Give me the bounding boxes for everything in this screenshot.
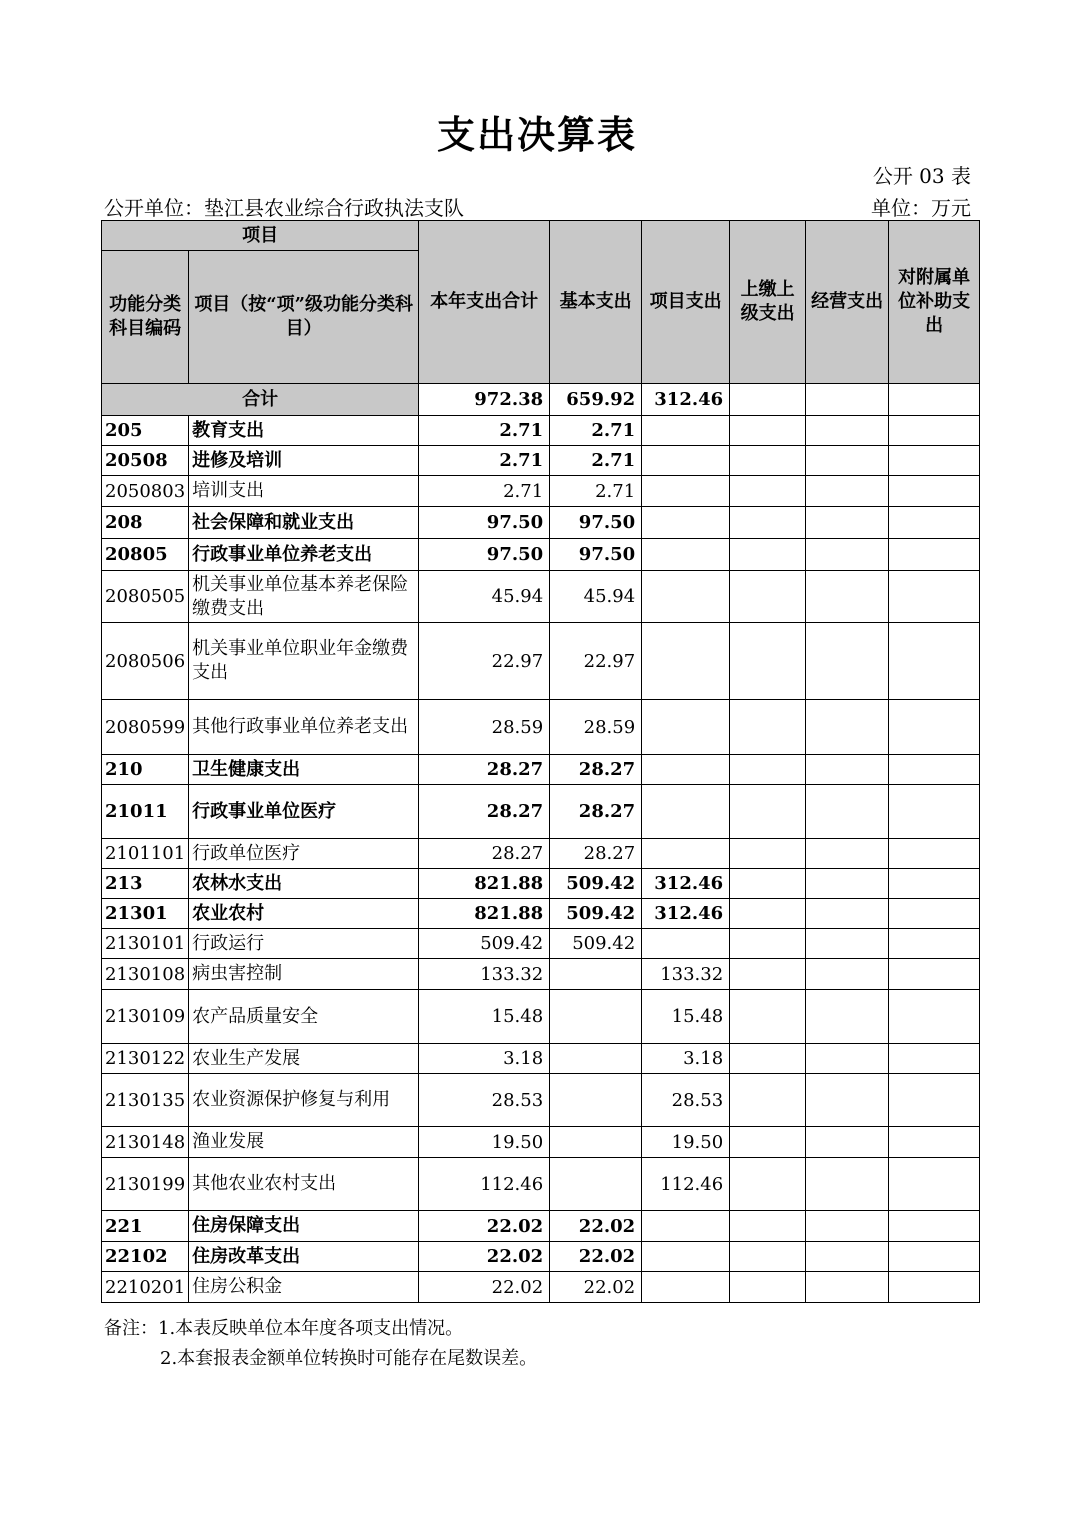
basic-cell xyxy=(550,959,642,990)
total-cell: 19.50 xyxy=(419,1127,550,1158)
business-cell xyxy=(806,507,889,539)
name-cell: 农产品质量安全 xyxy=(189,990,419,1044)
name-cell: 住房改革支出 xyxy=(189,1242,419,1272)
total-cell: 133.32 xyxy=(419,959,550,990)
project-cell: 3.18 xyxy=(642,1044,730,1074)
business-cell xyxy=(806,839,889,869)
business-cell xyxy=(806,1127,889,1158)
table-row xyxy=(102,959,980,990)
table-row xyxy=(102,839,980,869)
business-cell xyxy=(806,1074,889,1127)
total-cell: 15.48 xyxy=(419,990,550,1044)
upper-cell xyxy=(730,571,806,623)
code-cell: 2080506 xyxy=(102,623,189,700)
upper-cell xyxy=(730,1127,806,1158)
table-row xyxy=(102,990,980,1044)
basic-cell: 2.71 xyxy=(550,416,642,446)
note-2: 2.本套报表金额单位转换时可能存在尾数误差。 xyxy=(160,1348,538,1369)
code-cell: 22102 xyxy=(102,1242,189,1272)
form-number: 公开 03 表 xyxy=(872,164,971,188)
project-cell xyxy=(642,839,730,869)
total-cell: 112.46 xyxy=(419,1158,550,1211)
business-cell xyxy=(806,1211,889,1242)
code-cell: 21301 xyxy=(102,899,189,929)
subsidy-cell xyxy=(889,571,980,623)
basic-cell xyxy=(550,1127,642,1158)
name-cell: 其他农业农村支出 xyxy=(189,1158,419,1211)
basic-cell: 28.59 xyxy=(550,700,642,755)
code-cell: 2210201 xyxy=(102,1272,189,1303)
basic-cell: 45.94 xyxy=(550,571,642,623)
upper-cell xyxy=(730,929,806,959)
notes xyxy=(104,1314,537,1374)
total-cell: 2.71 xyxy=(419,416,550,446)
project-cell: 15.48 xyxy=(642,990,730,1044)
upper-cell xyxy=(730,899,806,929)
name-cell: 社会保障和就业支出 xyxy=(189,507,419,539)
table-row xyxy=(102,1242,980,1272)
total-cell: 509.42 xyxy=(419,929,550,959)
currency-unit: 单位：万元 xyxy=(871,196,971,220)
upper-cell xyxy=(730,1158,806,1211)
table-row xyxy=(102,1044,980,1074)
table-row xyxy=(102,446,980,476)
table-row xyxy=(102,785,980,839)
total-cell: 28.27 xyxy=(419,755,550,785)
project-cell xyxy=(642,476,730,507)
subsidy-cell xyxy=(889,1242,980,1272)
project-cell: 19.50 xyxy=(642,1127,730,1158)
business-cell xyxy=(806,785,889,839)
subsidy-cell xyxy=(889,755,980,785)
subsidy-cell xyxy=(889,959,980,990)
upper-cell xyxy=(730,1074,806,1127)
project-cell xyxy=(642,623,730,700)
summary-basic: 659.92 xyxy=(550,384,642,416)
header-total: 本年支出合计 xyxy=(419,221,550,384)
business-cell xyxy=(806,1158,889,1211)
code-cell: 2130122 xyxy=(102,1044,189,1074)
name-cell: 农林水支出 xyxy=(189,869,419,899)
subsidy-cell xyxy=(889,539,980,571)
upper-cell xyxy=(730,416,806,446)
subsidy-cell xyxy=(889,1158,980,1211)
business-cell xyxy=(806,990,889,1044)
business-cell xyxy=(806,1242,889,1272)
table-row xyxy=(102,700,980,755)
code-cell: 2130108 xyxy=(102,959,189,990)
code-cell: 2101101 xyxy=(102,839,189,869)
total-cell: 97.50 xyxy=(419,507,550,539)
table-row xyxy=(102,507,980,539)
upper-cell xyxy=(730,700,806,755)
table-row xyxy=(102,755,980,785)
name-cell: 卫生健康支出 xyxy=(189,755,419,785)
basic-cell xyxy=(550,1044,642,1074)
project-cell xyxy=(642,755,730,785)
basic-cell: 28.27 xyxy=(550,755,642,785)
subsidy-cell xyxy=(889,1127,980,1158)
project-cell xyxy=(642,785,730,839)
business-cell xyxy=(806,899,889,929)
code-cell: 2130101 xyxy=(102,929,189,959)
project-cell: 312.46 xyxy=(642,869,730,899)
total-cell: 28.53 xyxy=(419,1074,550,1127)
project-cell: 112.46 xyxy=(642,1158,730,1211)
code-cell: 20805 xyxy=(102,539,189,571)
basic-cell: 28.27 xyxy=(550,839,642,869)
summary-subsidy xyxy=(889,384,980,416)
table-row xyxy=(102,1272,980,1303)
code-cell: 2130109 xyxy=(102,990,189,1044)
project-cell xyxy=(642,1272,730,1303)
subsidy-cell xyxy=(889,623,980,700)
upper-cell xyxy=(730,959,806,990)
code-cell: 208 xyxy=(102,507,189,539)
upper-cell xyxy=(730,1272,806,1303)
table-row xyxy=(102,929,980,959)
table-row xyxy=(102,1211,980,1242)
business-cell xyxy=(806,1272,889,1303)
summary-total: 972.38 xyxy=(419,384,550,416)
page-title: 支出决算表 xyxy=(436,112,637,157)
name-cell: 其他行政事业单位养老支出 xyxy=(189,700,419,755)
reporting-unit: 公开单位：垫江县农业综合行政执法支队 xyxy=(104,196,464,220)
name-cell: 病虫害控制 xyxy=(189,959,419,990)
basic-cell: 22.02 xyxy=(550,1211,642,1242)
subsidy-cell xyxy=(889,785,980,839)
total-cell: 3.18 xyxy=(419,1044,550,1074)
business-cell xyxy=(806,755,889,785)
table-row xyxy=(102,869,980,899)
upper-cell xyxy=(730,755,806,785)
name-cell: 行政事业单位养老支出 xyxy=(189,539,419,571)
project-cell xyxy=(642,446,730,476)
business-cell xyxy=(806,539,889,571)
total-cell: 22.97 xyxy=(419,623,550,700)
subsidy-cell xyxy=(889,700,980,755)
project-cell: 312.46 xyxy=(642,899,730,929)
basic-cell xyxy=(550,1158,642,1211)
subsidy-cell xyxy=(889,416,980,446)
subsidy-cell xyxy=(889,1044,980,1074)
project-cell xyxy=(642,1242,730,1272)
project-cell xyxy=(642,1211,730,1242)
basic-cell: 509.42 xyxy=(550,869,642,899)
subsidy-cell xyxy=(889,869,980,899)
subsidy-cell xyxy=(889,1074,980,1127)
upper-cell xyxy=(730,869,806,899)
expenditure-table xyxy=(101,220,980,1303)
code-cell: 2080599 xyxy=(102,700,189,755)
code-cell: 2130199 xyxy=(102,1158,189,1211)
total-cell: 28.27 xyxy=(419,785,550,839)
basic-cell: 509.42 xyxy=(550,929,642,959)
header-group: 项目 xyxy=(102,221,419,251)
name-cell: 进修及培训 xyxy=(189,446,419,476)
project-cell xyxy=(642,929,730,959)
basic-cell: 22.02 xyxy=(550,1242,642,1272)
code-cell: 2130135 xyxy=(102,1074,189,1127)
upper-cell xyxy=(730,476,806,507)
code-cell: 2130148 xyxy=(102,1127,189,1158)
name-cell: 农业农村 xyxy=(189,899,419,929)
total-cell: 821.88 xyxy=(419,899,550,929)
code-cell: 205 xyxy=(102,416,189,446)
summary-project: 312.46 xyxy=(642,384,730,416)
name-cell: 机关事业单位基本养老保险缴费支出 xyxy=(189,571,419,623)
name-cell: 行政单位医疗 xyxy=(189,839,419,869)
name-cell: 渔业发展 xyxy=(189,1127,419,1158)
business-cell xyxy=(806,869,889,899)
header-code: 功能分类科目编码 xyxy=(102,251,189,384)
name-cell: 机关事业单位职业年金缴费支出 xyxy=(189,623,419,700)
table-row xyxy=(102,1074,980,1127)
project-cell xyxy=(642,507,730,539)
business-cell xyxy=(806,476,889,507)
upper-cell xyxy=(730,1044,806,1074)
business-cell xyxy=(806,416,889,446)
business-cell xyxy=(806,929,889,959)
total-cell: 22.02 xyxy=(419,1272,550,1303)
header-basic: 基本支出 xyxy=(550,221,642,384)
subsidy-cell xyxy=(889,476,980,507)
total-cell: 45.94 xyxy=(419,571,550,623)
business-cell xyxy=(806,959,889,990)
upper-cell xyxy=(730,623,806,700)
header-subsidy: 对附属单位补助支出 xyxy=(889,221,980,384)
basic-cell: 22.02 xyxy=(550,1272,642,1303)
basic-cell xyxy=(550,990,642,1044)
code-cell: 21011 xyxy=(102,785,189,839)
name-cell: 住房公积金 xyxy=(189,1272,419,1303)
name-cell: 培训支出 xyxy=(189,476,419,507)
project-cell xyxy=(642,416,730,446)
subsidy-cell xyxy=(889,507,980,539)
total-cell: 28.59 xyxy=(419,700,550,755)
business-cell xyxy=(806,446,889,476)
code-cell: 20508 xyxy=(102,446,189,476)
summary-upper xyxy=(730,384,806,416)
summary-label: 合计 xyxy=(102,384,419,416)
total-cell: 28.27 xyxy=(419,839,550,869)
code-cell: 2080505 xyxy=(102,571,189,623)
basic-cell xyxy=(550,1074,642,1127)
project-cell: 133.32 xyxy=(642,959,730,990)
total-cell: 2.71 xyxy=(419,476,550,507)
total-cell: 2.71 xyxy=(419,446,550,476)
name-cell: 行政运行 xyxy=(189,929,419,959)
header-upper: 上缴上级支出 xyxy=(730,221,806,384)
table-row xyxy=(102,476,980,507)
upper-cell xyxy=(730,990,806,1044)
basic-cell: 2.71 xyxy=(550,476,642,507)
project-cell: 28.53 xyxy=(642,1074,730,1127)
upper-cell xyxy=(730,1211,806,1242)
table-row xyxy=(102,899,980,929)
total-cell: 22.02 xyxy=(419,1211,550,1242)
project-cell xyxy=(642,539,730,571)
table-row xyxy=(102,623,980,700)
basic-cell: 97.50 xyxy=(550,539,642,571)
basic-cell: 28.27 xyxy=(550,785,642,839)
summary-business xyxy=(806,384,889,416)
name-cell: 行政事业单位医疗 xyxy=(189,785,419,839)
upper-cell xyxy=(730,785,806,839)
code-cell: 213 xyxy=(102,869,189,899)
subsidy-cell xyxy=(889,990,980,1044)
upper-cell xyxy=(730,539,806,571)
table-row xyxy=(102,539,980,571)
upper-cell xyxy=(730,839,806,869)
business-cell xyxy=(806,571,889,623)
subsidy-cell xyxy=(889,929,980,959)
upper-cell xyxy=(730,1242,806,1272)
code-cell: 221 xyxy=(102,1211,189,1242)
name-cell: 住房保障支出 xyxy=(189,1211,419,1242)
total-cell: 22.02 xyxy=(419,1242,550,1272)
subsidy-cell xyxy=(889,446,980,476)
business-cell xyxy=(806,700,889,755)
name-cell: 教育支出 xyxy=(189,416,419,446)
total-cell: 97.50 xyxy=(419,539,550,571)
business-cell xyxy=(806,1044,889,1074)
subsidy-cell xyxy=(889,899,980,929)
subsidy-cell xyxy=(889,1211,980,1242)
upper-cell xyxy=(730,446,806,476)
table-row xyxy=(102,1158,980,1211)
upper-cell xyxy=(730,507,806,539)
header-business: 经营支出 xyxy=(806,221,889,384)
name-cell: 农业资源保护修复与利用 xyxy=(189,1074,419,1127)
project-cell xyxy=(642,700,730,755)
basic-cell: 509.42 xyxy=(550,899,642,929)
business-cell xyxy=(806,623,889,700)
basic-cell: 2.71 xyxy=(550,446,642,476)
basic-cell: 97.50 xyxy=(550,507,642,539)
project-cell xyxy=(642,571,730,623)
total-cell: 821.88 xyxy=(419,869,550,899)
note-1: 备注：1.本表反映单位本年度各项支出情况。 xyxy=(104,1318,464,1339)
subsidy-cell xyxy=(889,1272,980,1303)
table-row xyxy=(102,1127,980,1158)
table-row xyxy=(102,416,980,446)
subsidy-cell xyxy=(889,839,980,869)
table-row xyxy=(102,571,980,623)
code-cell: 210 xyxy=(102,755,189,785)
header-project: 项目支出 xyxy=(642,221,730,384)
name-cell: 农业生产发展 xyxy=(189,1044,419,1074)
basic-cell: 22.97 xyxy=(550,623,642,700)
header-name: 项目（按“项”级功能分类科目） xyxy=(189,251,419,384)
code-cell: 2050803 xyxy=(102,476,189,507)
